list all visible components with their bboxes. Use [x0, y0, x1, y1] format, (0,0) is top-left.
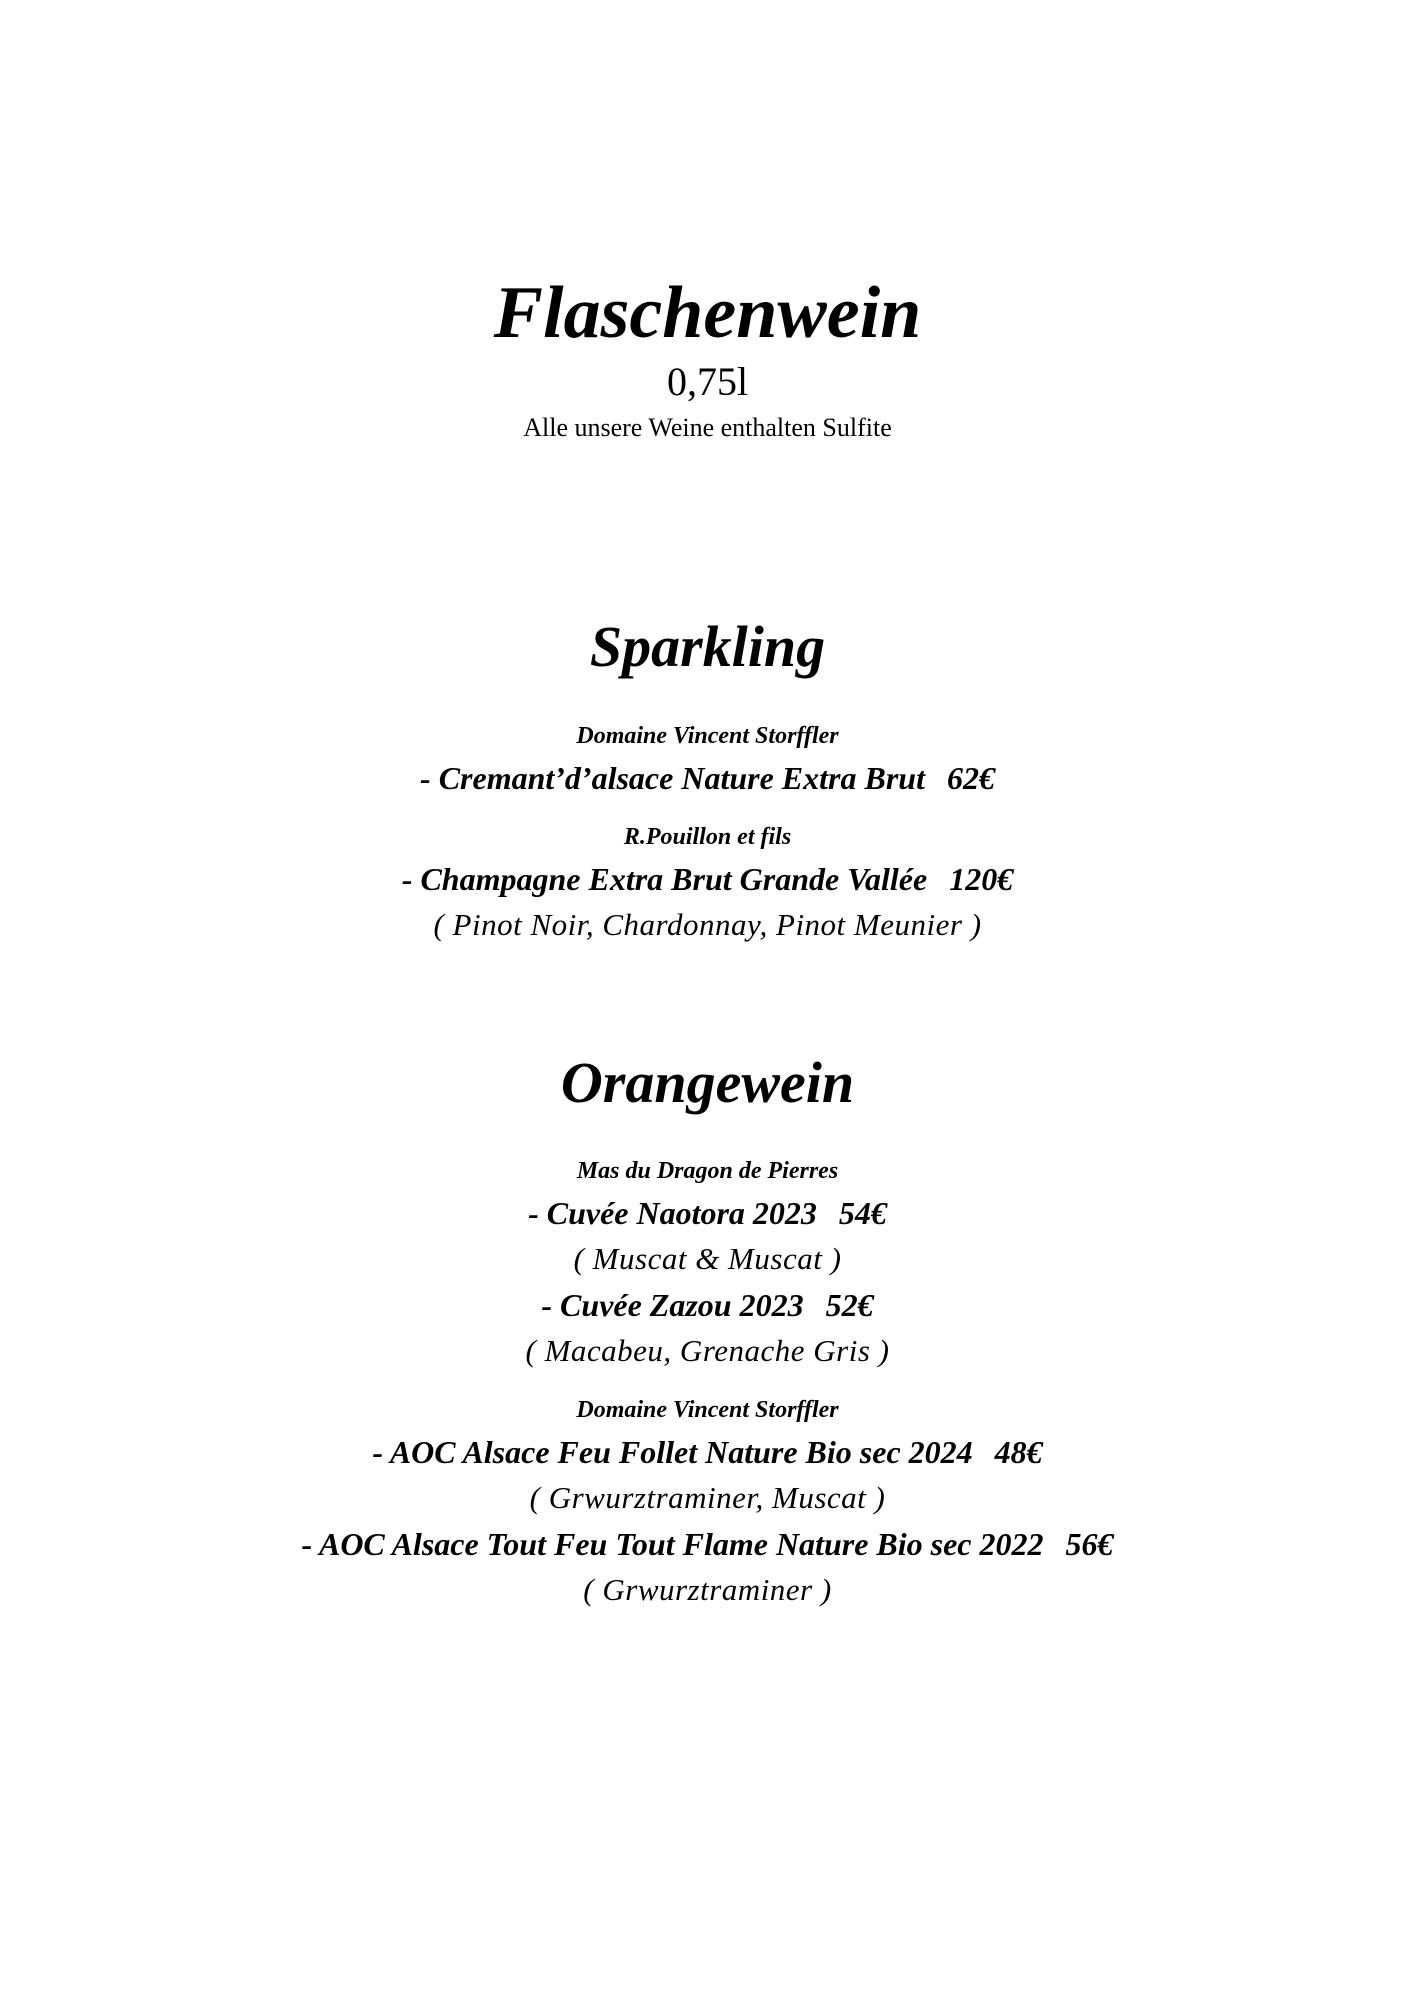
wine-name: - Champagne Extra Brut Grande Vallée — [401, 861, 928, 897]
wine-name: - Cuvée Zazou 2023 — [541, 1287, 804, 1323]
producer-name: Domaine Vincent Storffler — [576, 1397, 839, 1423]
producer-name: Domaine Vincent Storffler — [576, 723, 839, 749]
bottle-volume: 0,75l — [666, 359, 749, 404]
wine-name: - AOC Alsace Feu Follet Nature Bio sec 2024 — [372, 1434, 973, 1470]
grape-varieties: ( Muscat & Muscat ) — [573, 1241, 842, 1276]
wine-price: 52€ — [825, 1287, 874, 1323]
wine-price: 56€ — [1065, 1526, 1114, 1562]
grape-varieties: ( Grwurztraminer ) — [583, 1572, 832, 1607]
wine-item — [0, 1289, 1415, 1321]
grape-varieties: ( Macabeu, Grenache Gris ) — [525, 1333, 890, 1368]
wine-item — [0, 1436, 1415, 1468]
wine-name: - Cuvée Naotora 2023 — [528, 1195, 817, 1231]
wine-price: 48€ — [994, 1434, 1043, 1470]
wine-name: - Cremant’d’alsace Nature Extra Brut — [420, 760, 925, 796]
wine-item — [0, 1197, 1415, 1229]
section-title-sparkling: Sparkling — [589, 614, 826, 679]
producer-name: R.Pouillon et fils — [623, 824, 792, 850]
wine-price: 120€ — [949, 861, 1014, 897]
sulfite-note: Alle unsere Weine enthalten Sulfite — [523, 413, 892, 442]
wine-item — [0, 762, 1415, 794]
wine-price: 62€ — [946, 760, 995, 796]
page-title: Flaschenwein — [493, 272, 922, 354]
wine-price: 54€ — [838, 1195, 887, 1231]
section-title-orangewein: Orangewein — [560, 1050, 855, 1115]
producer-name: Mas du Dragon de Pierres — [576, 1158, 839, 1184]
grape-varieties: ( Pinot Noir, Chardonnay, Pinot Meunier ) — [433, 907, 982, 942]
grape-varieties: ( Grwurztraminer, Muscat ) — [529, 1480, 886, 1515]
wine-name: - AOC Alsace Tout Feu Tout Flame Nature Bio sec 2022 — [301, 1526, 1044, 1562]
wine-item — [0, 1528, 1415, 1560]
wine-item — [0, 863, 1415, 895]
